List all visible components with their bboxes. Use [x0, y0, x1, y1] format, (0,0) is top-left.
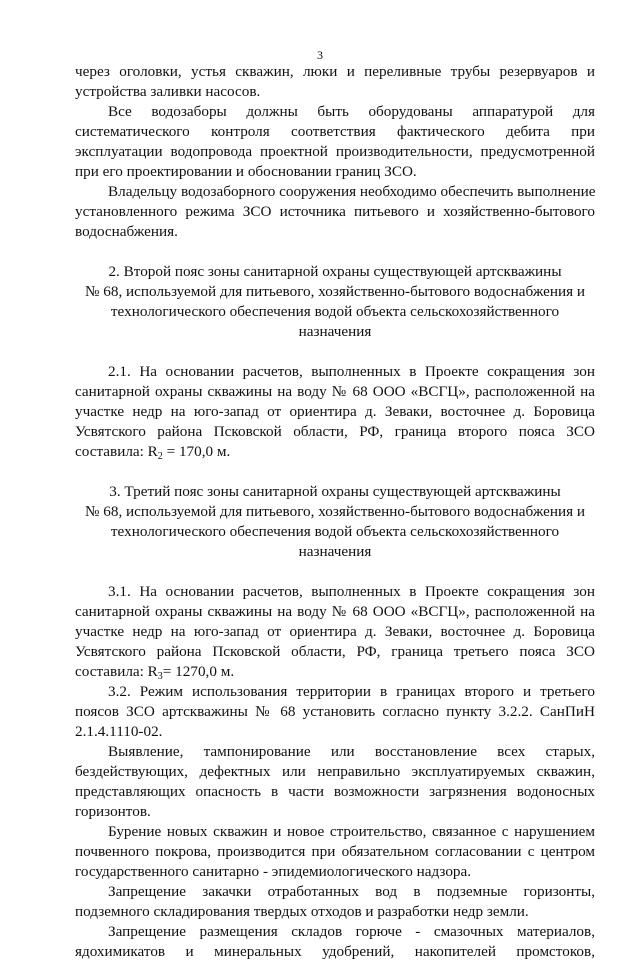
- text-line: 2.1. На основании расчетов, выполненных в Проекте сокращения зон: [108, 363, 595, 380]
- heading-line: 2. Второй пояс зоны санитарной охраны существующей артскважины: [108, 263, 562, 280]
- heading-line: 3. Третий пояс зоны санитарной охраны существующей артскважины: [109, 483, 561, 500]
- text-line: горизонтов.: [75, 803, 151, 820]
- paragraph-owner: [75, 182, 595, 242]
- radius-value: = 170,0 м.: [162, 443, 231, 460]
- paragraph-equipment: [75, 102, 595, 182]
- text-line: Выявление, тампонирование или восстановление всех старых,: [108, 743, 595, 760]
- text-line: 3.1. На основании расчетов, выполненных в Проекте сокращения зон: [108, 583, 595, 600]
- radius-subscript: 2: [157, 451, 163, 462]
- text-line: Запрещение закачки отработанных вод в подземные горизонты,: [108, 883, 595, 900]
- text-line: государственного санитарно - эпидемиологического надзора.: [75, 863, 472, 880]
- text-line: Усвятского района Псковской области, РФ, граница третьего пояса ЗСО: [75, 643, 595, 660]
- text-line-radius-3: [75, 662, 595, 682]
- paragraph-detect: [75, 742, 595, 822]
- text-line: Бурение новых скважин и новое строительство, связанное с нарушением: [108, 823, 595, 840]
- radius-subscript: 3: [157, 671, 163, 682]
- text-line: 3.2. Режим использования территории в границах второго и третьего: [108, 683, 595, 700]
- text-line: эксплуатации водопровода проектной производительности, предусмотренной: [75, 143, 595, 160]
- section-heading-3: [75, 482, 595, 562]
- text-line: систематического контроля соответствия фактического дебита при: [75, 123, 595, 140]
- text-line: санитарной охраны скважины на воду № 68 ООО «ВСГЦ», расположенной на: [75, 383, 595, 400]
- heading-line: назначения: [298, 543, 372, 560]
- paragraph-2-1: [75, 362, 595, 462]
- text-line: Усвятского района Псковской области, РФ, граница второго пояса ЗСО: [75, 423, 595, 440]
- text-line: устройства заливки насосов.: [75, 83, 261, 100]
- text-line-radius-2: [75, 442, 595, 462]
- text-line: участке недр на юго-запад от ориентира д. Зеваки, восточнее д. Боровица: [75, 623, 595, 640]
- text-line: при его проектировании и обосновании границ ЗСО.: [75, 163, 417, 180]
- heading-line: технологического обеспечения водой объекта сельскохозяйственного: [110, 523, 560, 540]
- paragraph-drilling: [75, 822, 595, 882]
- document-body: [75, 62, 595, 962]
- text-line: Запрещение размещения складов горюче - смазочных материалов,: [108, 923, 595, 940]
- text-line: установленного режима ЗСО источника питьевого и хозяйственно-бытового: [75, 203, 595, 220]
- text-line: подземного складирования твердых отходов и разработки недр земли.: [75, 903, 529, 920]
- text-line: 2.1.4.1110-02.: [75, 723, 163, 740]
- text-line: санитарной охраны скважины на воду № 68 ООО «ВСГЦ», расположенной на: [75, 603, 595, 620]
- text-line: бездействующих, дефектных или неправильно эксплуатируемых скважин,: [75, 763, 595, 780]
- text-line: участке недр на юго-запад от ориентира д. Зеваки, восточнее д. Боровица: [75, 403, 595, 420]
- text-line: поясов ЗСО артскважины № 68 установить согласно пункту 3.2.2. СанПиН: [75, 703, 595, 720]
- radius-label: составила: R: [75, 443, 158, 460]
- text-line: ядохимикатов и минеральных удобрений, накопителей промстоков,: [75, 943, 595, 960]
- heading-line: технологического обеспечения водой объекта сельскохозяйственного: [110, 303, 560, 320]
- paragraph-3-2: [75, 682, 595, 742]
- text-line: водоснабжения.: [75, 223, 178, 240]
- paragraph-ban-storage: [75, 922, 595, 962]
- heading-line: назначения: [298, 323, 372, 340]
- paragraph-ban-injection: [75, 882, 595, 922]
- page-number: 3: [317, 48, 323, 62]
- paragraph-intro: [75, 62, 595, 102]
- radius-value: = 1270,0 м.: [162, 663, 235, 680]
- text-line: почвенного покрова, производится при обязательном согласовании с центром: [75, 843, 595, 860]
- text-line: Все водозаборы должны быть оборудованы аппаратурой для: [108, 103, 595, 120]
- text-line: представляющих опасность в части возможности загрязнения водоносных: [75, 783, 595, 800]
- text-line: Владельцу водозаборного сооружения необходимо обеспечить выполнение: [108, 183, 596, 200]
- heading-line: № 68, используемой для питьевого, хозяйственно-бытового водоснабжения и: [84, 283, 586, 300]
- paragraph-3-1: [75, 582, 595, 682]
- heading-line: № 68, используемой для питьевого, хозяйственно-бытового водоснабжения и: [84, 503, 586, 520]
- text-line: через оголовки, устья скважин, люки и переливные трубы резервуаров и: [75, 63, 595, 80]
- section-heading-2: [75, 262, 595, 342]
- radius-label: составила: R: [75, 663, 158, 680]
